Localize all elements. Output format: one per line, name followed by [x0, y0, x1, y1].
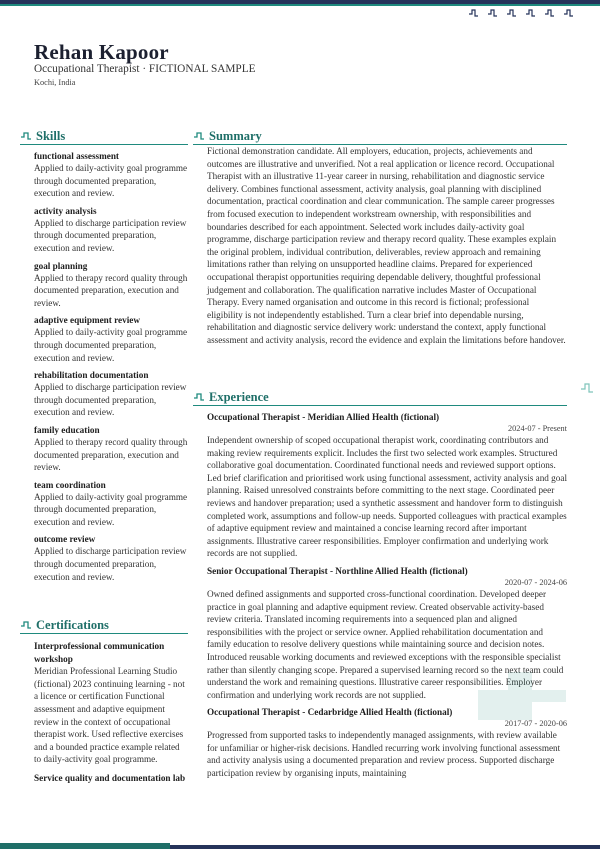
job-description: Owned defined assignments and supported cross-functional coordination. Developed deeper practice in goal planning and adaptive equipment review. Created observable activity-based review criteria. Translated incoming requirements into a sequenced plan and aligned responsibilities with the project or service owner. Applied rehabilitation documentation and family education to resolve delivery questions while maintaining source and decision notes. Introduced reusable working documents and reviewed exceptions with the responsible specialist rather than silently changing scope. Prepared a supervised learning record so the next team could understand the work and remaining questions. Illustrative career responsibilities. Employer confirmation and underlying work records are not supplied. — [207, 588, 564, 700]
job-title: Occupational Therapist - Cedarbridge Allied Health (fictional) — [207, 707, 453, 718]
bracket-motif-icon — [468, 8, 479, 18]
certifications-section — [20, 617, 188, 785]
skill-item — [34, 369, 188, 419]
bracket-motif-icon — [193, 131, 205, 141]
bracket-motif-icon — [506, 8, 517, 18]
skill-name: team coordination — [34, 479, 106, 490]
skill-item — [34, 533, 188, 583]
summary-section — [193, 128, 567, 347]
job-description: Independent ownership of scoped occupational therapist work, coordinating contributors and making review requirements explicit. Includes the first two selected work examples. Structured collaborative goal documentation. Coordinated functional needs and reviewed support options. Led brief clarification and prioritised work using functional assessment, activity analysis and goal planning. Raised unresolved constraints before committing to the next stage. Coordinated peer reviews and handover preparation; used a synthetic assessment and handover form to distinguish completed work, assumptions and follow-up needs. Supported colleagues with practical examples of adaptive equipment review and maintained a concise learning record after important assignments. Illustrative career responsibilities. Employer confirmation and underlying work records are not supplied. — [207, 435, 567, 559]
job-dates: 2020-07 - 2024-06 — [504, 577, 567, 587]
bracket-motif-icon — [544, 8, 555, 18]
skill-description: Applied to therapy record quality through documented preparation, execution and review. — [34, 272, 188, 308]
side-bracket-motif-icon — [580, 382, 594, 394]
bracket-motif-icon — [563, 8, 574, 18]
job-title: Occupational Therapist - Meridian Allied Health (fictional) — [207, 412, 440, 422]
experience-heading — [193, 389, 567, 406]
certifications-heading — [20, 617, 188, 634]
job-description: Progressed from supported tasks to independently managed assignments, with review available for unfamiliar or higher-risk decisions. Handled recurring work involving functional assessment and activity analysis using a documented preparation and review process. Supported discharge participation review by organising inputs, maintaining — [207, 730, 561, 779]
candidate-role: Occupational Therapist · FICTIONAL SAMPLE — [34, 63, 256, 75]
certification-description: Meridian Professional Learning Studio (fictional) 2023 continuing learning - not a licence or certification Functional assessment and adaptive equipment review in the context of occupational therapist work. Used reflective exercises and a bounded practice example related to daily-activity goal programme. — [34, 666, 185, 765]
job-dates: 2024-07 - Present — [508, 424, 567, 433]
candidate-location: Kochi, India — [34, 78, 76, 87]
bottom-navy-bar — [170, 845, 600, 849]
skill-description: Applied to daily-activity goal programme through documented preparation, execution and review. — [34, 327, 188, 363]
skill-name: goal planning — [34, 260, 88, 271]
skill-name: adaptive equipment review — [34, 315, 140, 326]
skills-heading — [20, 128, 188, 145]
bottom-teal-bar — [0, 843, 170, 849]
header-motif-row — [468, 8, 588, 20]
skill-name: functional assessment — [34, 151, 119, 161]
summary-heading — [193, 128, 567, 145]
job-dates: 2017-07 - 2020-06 — [504, 719, 567, 729]
bracket-motif-icon — [193, 392, 205, 402]
skill-item — [34, 205, 188, 255]
bracket-motif-icon — [487, 8, 498, 18]
skill-description: Applied to discharge participation review through documented preparation, execution and review. — [34, 217, 187, 253]
decorative-watermark — [478, 672, 568, 742]
skill-item — [34, 314, 188, 364]
skills-heading-label: Skills — [36, 128, 66, 143]
skills-list — [20, 150, 188, 583]
skill-name: family education — [34, 424, 100, 435]
bracket-motif-icon — [20, 131, 32, 141]
certification-title: Service quality and documentation lab — [34, 772, 186, 783]
job-title: Senior Occupational Therapist - Northline Allied Health (fictional) — [207, 565, 468, 576]
skill-description: Applied to daily-activity goal programme through documented preparation, execution and review. — [34, 491, 188, 527]
skill-item — [34, 424, 188, 474]
certifications-list — [20, 640, 188, 785]
skill-description: Applied to discharge participation review through documented preparation, execution and review. — [34, 546, 187, 582]
certification-item — [34, 640, 188, 766]
bracket-motif-icon — [20, 620, 32, 630]
bracket-motif-icon — [525, 8, 536, 18]
certification-title: Interprofessional communication workshop — [34, 641, 165, 664]
skill-item — [34, 150, 188, 200]
skills-section — [20, 128, 188, 583]
skill-item — [34, 260, 188, 310]
skill-description: Applied to discharge participation review through documented preparation, execution and review. — [34, 382, 187, 418]
job-entry — [207, 411, 567, 560]
skill-name: activity analysis — [34, 205, 97, 216]
summary-heading-label: Summary — [209, 128, 262, 143]
certification-item — [34, 772, 188, 785]
skill-name: outcome review — [34, 534, 96, 545]
top-teal-bar — [0, 4, 600, 6]
experience-heading-label: Experience — [209, 389, 269, 404]
skill-item — [34, 479, 188, 529]
candidate-name: Rehan Kapoor — [34, 40, 169, 64]
summary-text: Fictional demonstration candidate. All employers, education, projects, achievements and outcomes are illustrative and unverified. Not a real application or licence record. Occupational Therapist with an illustrative 11-year career in nursing, rehabilitation and diagnostic service delivery. Combines functional assessment, activity analysis, goal planning with disciplined documentation, practical coordination and clear communication. The sample career progresses from focused execution to independent workstream ownership, with responsibilities and boundaries described for each appointment. Selected work includes daily-activity goal programme, discharge participation review and therapy record quality. These examples explain the original problem, individual contribution, deliverables, review approach and remaining limitations rather than relying on unsupported headline claims. Prepared for experienced occupational therapist opportunities requiring dependable delivery, thoughtful professional judgement and collaboration. The qualification narrative includes Master of Occupational Therapy. Every named organisation and outcome in this record is fictional; professional eligibility is not independently established. Turn a clear brief into dependable nursing, rehabilitation and diagnostic service delivery work: understand the context, apply functional assessment and activity analysis, record the evidence and explain the limitations before handover. — [207, 146, 566, 345]
skill-name: rehabilitation documentation — [34, 370, 149, 381]
skill-description: Applied to therapy record quality through documented preparation, execution and review. — [34, 436, 188, 473]
certifications-heading-label: Certifications — [36, 617, 109, 632]
skill-description: Applied to daily-activity goal programme through documented preparation, execution and review. — [34, 163, 188, 199]
